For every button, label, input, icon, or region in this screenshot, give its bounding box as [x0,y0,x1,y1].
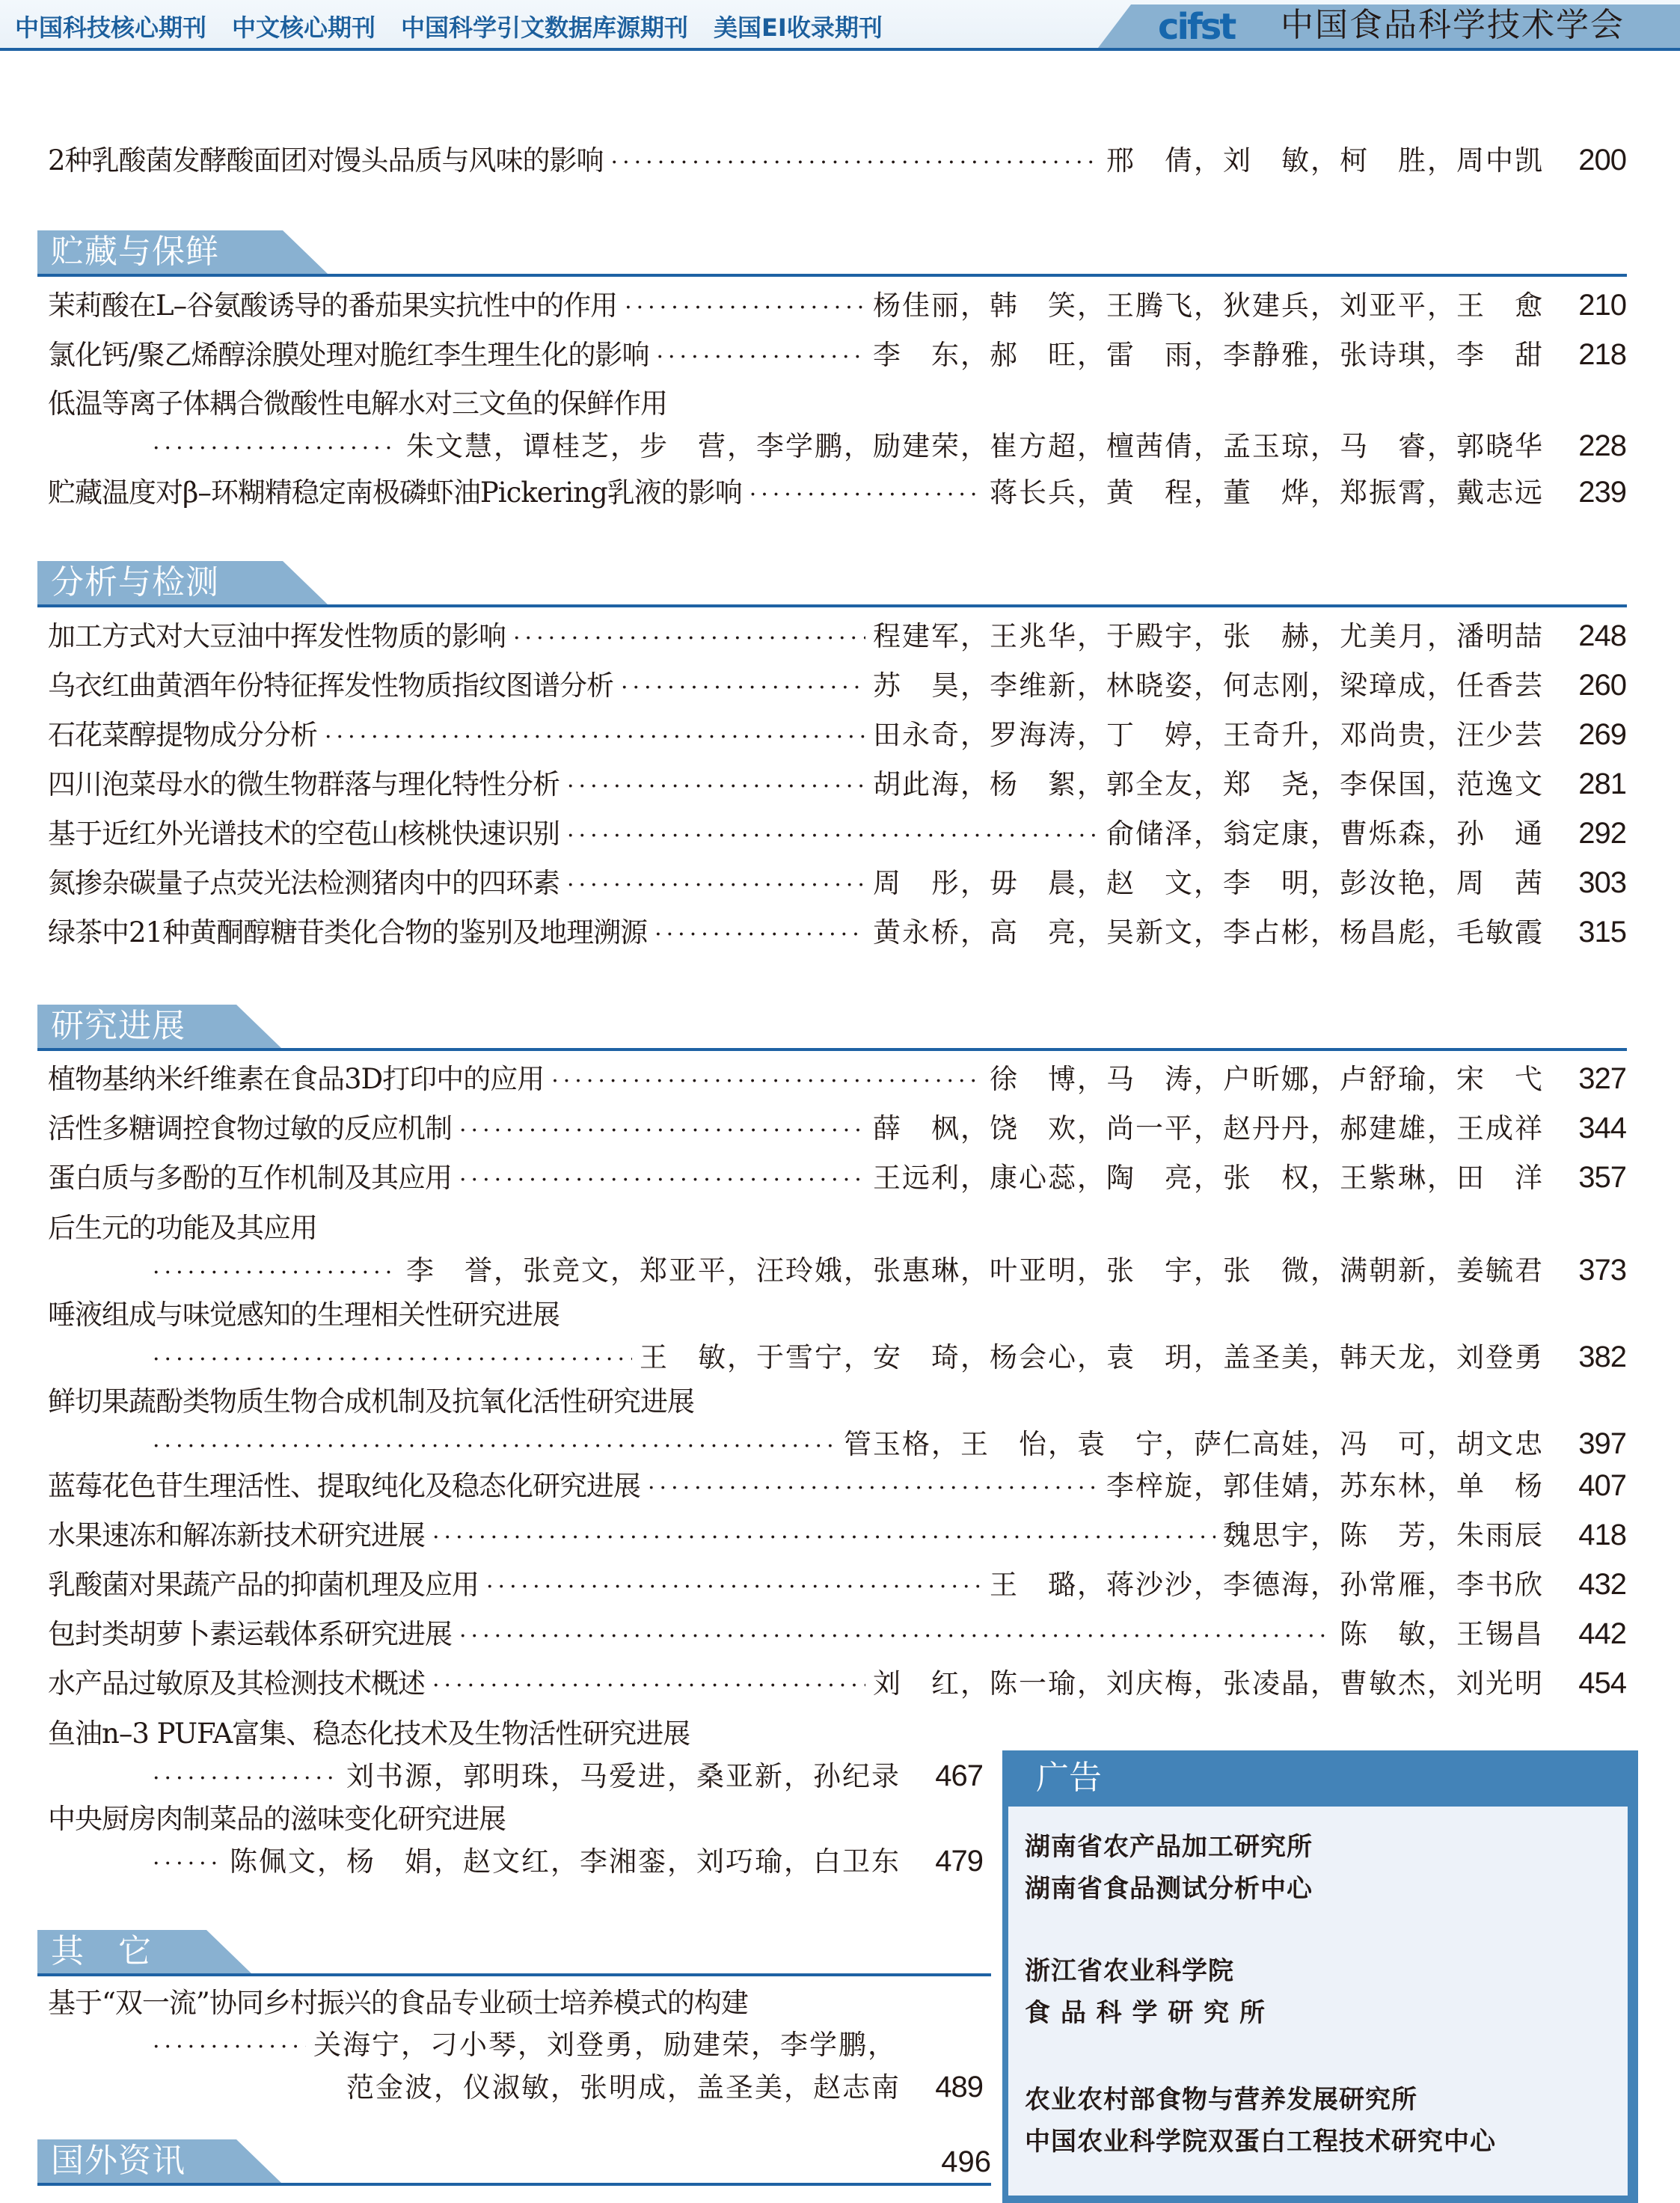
article-title: 基于近红外光谱技术的空苞山核桃快速识别 [48,818,560,850]
advertiser-box [1002,1750,1638,2203]
leader-dots [432,1517,1215,1559]
page-number: 479 [935,1845,983,1878]
page-number: 382 [1578,1341,1626,1373]
article-authors: 王 璐，蒋沙沙，李德海，孙常雁，李书欣 [990,1569,1544,1601]
page-number: 373 [1578,1254,1626,1287]
page-number: 260 [1578,669,1626,702]
toc-entry[interactable] [48,471,1626,513]
leader-dots [648,1468,1099,1510]
indexing-tags [15,9,883,43]
leader-dots [749,474,982,516]
article-title: 低温等离子体耦合微酸性电解水对三文鱼的保鲜作用 [48,387,667,420]
article-title: 中央厨房肉制菜品的滋味变化研究进展 [48,1803,506,1835]
journal-banner [0,0,1680,51]
toc-entry[interactable] [48,1713,983,1797]
section-rule [37,1973,991,1976]
toc-entry[interactable] [48,1465,1626,1507]
toc-entry[interactable] [48,1294,1626,1378]
leader-dots [611,142,1099,184]
advertiser-line: 湖南省农产品加工研究所 [1025,1832,1313,1862]
section-header-analysis [37,561,1627,607]
article-title: 乌衣红曲黄酒年份特征挥发性物质指纹图谱分析 [48,670,613,702]
article-authors: 苏 昊，李维新，林晓姿，何志刚，梁璋成，任香芸 [873,670,1544,702]
toc-entry[interactable] [48,763,1626,805]
leader-dots [654,914,865,956]
article-title: 水产品过敏原及其检测技术概述 [48,1667,425,1700]
article-authors: 薛 枫，饶 欢，尚一平，赵丹丹，郝建雄，王成祥 [873,1112,1544,1145]
leader-dots [459,1616,1332,1658]
section-header-storage [37,230,1627,277]
page-number: 292 [1578,817,1626,850]
article-authors: 王远利，康心蕊，陶 亮，张 权，王紫琳，田 洋 [873,1162,1544,1194]
leader-dots [459,1159,865,1201]
leader-dots [153,1252,399,1294]
article-authors: 李 东，郝 旺，雷 雨，李静雅，张诗琪，李 甜 [873,339,1544,371]
article-title: 水果速冻和解冻新技术研究进展 [48,1519,425,1551]
article-authors: 胡此海，杨 絮，郭全友，郑 尧，李保国，范逸文 [873,768,1544,800]
article-authors: 杨佳丽，韩 笑，王腾飞，狄建兵，刘亚平，王 愈 [873,289,1544,322]
article-authors: 黄永桥，高 亮，吴新文，李占彬，杨昌彪，毛敏霞 [873,916,1544,949]
advertiser-line: 中国农业科学院双蛋白工程技术研究中心 [1025,2127,1496,2157]
toc-entry[interactable] [48,1514,1626,1556]
article-title: 四川泡菜母水的微生物群落与理化特性分析 [48,768,560,800]
toc-entry[interactable] [48,139,1626,181]
leader-dots [153,2026,306,2068]
page-number: 228 [1578,429,1626,462]
article-authors: 李梓旋，郭佳婧，苏东林，单 杨 [1106,1470,1544,1502]
leader-dots [621,667,865,709]
leader-dots [459,1110,865,1152]
advertiser-line: 农业农村部食物与营养发展研究所 [1025,2085,1417,2115]
article-title: 鱼油n–3 PUFA富集、稳态化技术及生物活性研究进展 [48,1718,690,1750]
page-number: 281 [1578,767,1626,800]
article-authors: 王 敏，于雪宁，安 琦，杨会心，袁 玥，盖圣美，韩天龙，刘登勇 [640,1341,1544,1373]
article-authors: 刘书源，郭明珠，马爱进，桑亚新，孙纪录 [346,1760,901,1792]
article-title: 加工方式对大豆油中挥发性物质的影响 [48,620,506,652]
cifst-logo-icon: cifst [1158,6,1235,48]
article-title: 贮藏温度对β–环糊精稳定南极磷虾油Pickering乳液的影响 [48,477,742,509]
article-title: 鲜切果蔬酚类物质生物合成机制及抗氧化活性研究进展 [48,1385,694,1418]
toc-entry[interactable] [48,1207,1626,1291]
toc-entry[interactable] [48,714,1626,756]
toc-entry[interactable] [48,1662,1626,1704]
banner-divider [0,48,1680,51]
article-authors-line2: 范金波，仪淑敏，张明成，盖圣美，赵志南 [346,2071,901,2104]
page-number: 407 [1578,1469,1626,1502]
article-authors: 魏思宇，陈 芳，朱雨辰 [1223,1519,1544,1551]
section-title: 贮藏与保鲜 [51,233,219,271]
section-title: 分析与检测 [51,563,219,601]
toc-entry[interactable] [48,284,1626,326]
section-title: 其 它 [51,1932,152,1970]
page-number: 418 [1578,1519,1626,1551]
toc-entry[interactable] [48,1381,1626,1465]
article-authors: 管玉格，王 怡，袁 宁，萨仁高娃，冯 可，胡文忠 [844,1428,1544,1460]
article-title: 包封类胡萝卜素运载体系研究进展 [48,1618,452,1650]
article-authors: 田永奇，罗海涛，丁 婷，王奇升，邓尚贵，汪少芸 [873,719,1544,751]
leader-dots [153,1339,632,1381]
toc-entry[interactable] [48,334,1626,376]
toc-entry[interactable] [48,664,1626,706]
tag-cstpcd: 中国科技核心期刊 [15,13,207,42]
article-authors: 陈佩文，杨 娟，赵文红，李湘銮，刘巧瑜，白卫东 [230,1845,901,1878]
page-number: 344 [1578,1112,1626,1145]
toc-entry[interactable] [48,812,1626,854]
leader-dots [153,1426,836,1468]
article-title: 石花菜醇提物成分分析 [48,719,317,751]
article-authors: 蒋长兵，黄 程，董 烨，郑振霄，戴志远 [990,477,1544,509]
article-title: 唾液组成与味觉感知的生理相关性研究进展 [48,1299,560,1331]
article-authors: 徐 博，马 涛，户昕娜，卢舒瑜，宋 弋 [990,1063,1544,1095]
leader-dots [153,428,399,470]
leader-dots [551,1061,982,1103]
article-title: 2种乳酸菌发酵酸面团对馒头品质与风味的影响 [48,144,604,177]
advertiser-line: 浙江省农业科学院 [1025,1956,1234,1986]
toc-entry[interactable] [48,1058,1626,1100]
section-rule [37,604,1627,607]
toc-entry[interactable] [48,862,1626,904]
leader-dots [567,815,1099,857]
section-header-foreign-news[interactable] [37,2139,991,2186]
section-rule [37,274,1627,277]
tag-ei: 美国EI收录期刊 [714,13,883,42]
toc-entry[interactable] [48,911,1626,953]
page-number: 269 [1578,718,1626,751]
toc-entry[interactable] [48,1563,1626,1605]
leader-dots [153,1758,339,1800]
leader-dots [432,1665,865,1707]
section-title: 国外资讯 [51,2142,186,2180]
toc-entry[interactable] [48,615,1626,657]
toc-entry[interactable] [48,1613,1626,1655]
article-title: 乳酸菌对果蔬产品的抑菌机理及应用 [48,1569,479,1601]
leader-dots [656,337,865,379]
ad-title: 广告 [1036,1759,1102,1797]
page-number: 467 [935,1759,983,1792]
article-title: 绿茶中21种黄酮醇糖苷类化合物的鉴别及地理溯源 [48,916,648,949]
article-authors: 俞储泽，翁定康，曹烁森，孙 通 [1106,818,1544,850]
section-header-review [37,1005,1627,1051]
article-title: 基于“双一流”协同乡村振兴的食品专业硕士培养模式的构建 [48,1987,748,2019]
article-authors: 周 彤，毋 晨，赵 文，李 明，彭汝艳，周 茜 [873,867,1544,899]
article-authors: 李 誉，张竞文，郑亚平，汪玲娥，张惠琳，叶亚明，张 宇，张 微，满朝新，姜毓君 [406,1254,1544,1287]
tag-cscd: 中国科学引文数据库源期刊 [401,13,689,42]
section-rule [37,1048,1627,1051]
page-number: 248 [1578,619,1626,652]
leader-dots [567,766,865,808]
article-title: 茉莉酸在L–谷氨酸诱导的番茄果实抗性中的作用 [48,289,618,322]
toc-entry[interactable] [48,1798,983,1882]
leader-dots [486,1566,982,1608]
article-authors: 陈 敏，王锡昌 [1340,1618,1544,1650]
page-number: 454 [1578,1667,1626,1700]
page-number: 327 [1578,1062,1626,1095]
leader-dots [567,865,865,907]
society-name: 中国食品科学技术学会 [1281,6,1625,44]
article-authors: 邢 倩，刘 敏，柯 胜，周中凯 [1106,144,1544,177]
article-title: 蓝莓花色苷生理活性、提取纯化及稳态化研究进展 [48,1470,640,1502]
leader-dots [513,618,865,660]
section-header-other [37,1930,991,1976]
page-number: 496 [941,2145,991,2178]
page-number: 200 [1578,144,1626,177]
page-number: 432 [1578,1568,1626,1601]
toc-entry[interactable] [48,1982,983,2108]
advertiser-line: 湖南省食品测试分析中心 [1025,1874,1313,1904]
article-title: 活性多糖调控食物过敏的反应机制 [48,1112,452,1145]
section-title: 研究进展 [51,1007,186,1045]
toc-entry[interactable] [48,1107,1626,1149]
article-title: 后生元的功能及其应用 [48,1212,317,1244]
toc-entry[interactable] [48,1156,1626,1198]
advertiser-line: 食 品 科 学 研 究 所 [1025,1998,1266,2028]
page-number: 315 [1578,916,1626,949]
page-number: 303 [1578,866,1626,899]
page-number: 357 [1578,1161,1626,1194]
article-title: 氯化钙/聚乙烯醇涂膜处理对脆红李生理生化的影响 [48,339,649,371]
page-number: 210 [1578,289,1626,322]
article-authors: 刘 红，陈一瑜，刘庆梅，张凌晶，曹敏杰，刘光明 [873,1667,1544,1700]
article-authors: 朱文慧，谭桂芝，步 营，李学鹏，励建荣，崔方超，檀茜倩，孟玉琼，马 睿，郭晓华 [406,430,1544,462]
ad-body [1008,1807,1628,2196]
article-title: 蛋白质与多酚的互作机制及其应用 [48,1162,452,1194]
leader-dots [153,1843,222,1885]
article-authors: 程建军，王兆华，于殿宇，张 赫，尤美月，潘明喆 [873,620,1544,652]
tag-pku-core: 中文核心期刊 [232,13,376,42]
page-number: 218 [1578,338,1626,371]
page-number: 489 [935,2071,983,2104]
page-number: 239 [1578,476,1626,509]
article-title: 氮掺杂碳量子点荧光法检测猪肉中的四环素 [48,867,560,899]
toc-entry[interactable] [48,383,1626,467]
page-number: 442 [1578,1617,1626,1650]
page-number: 397 [1578,1427,1626,1460]
article-title: 植物基纳米纤维素在食品3D打印中的应用 [48,1063,545,1095]
section-rule [37,2183,991,2186]
article-authors-line1: 关海宁，刁小琴，刘登勇，励建荣，李学鹏， [313,2029,897,2061]
leader-dots [325,717,865,759]
leader-dots [625,287,865,329]
